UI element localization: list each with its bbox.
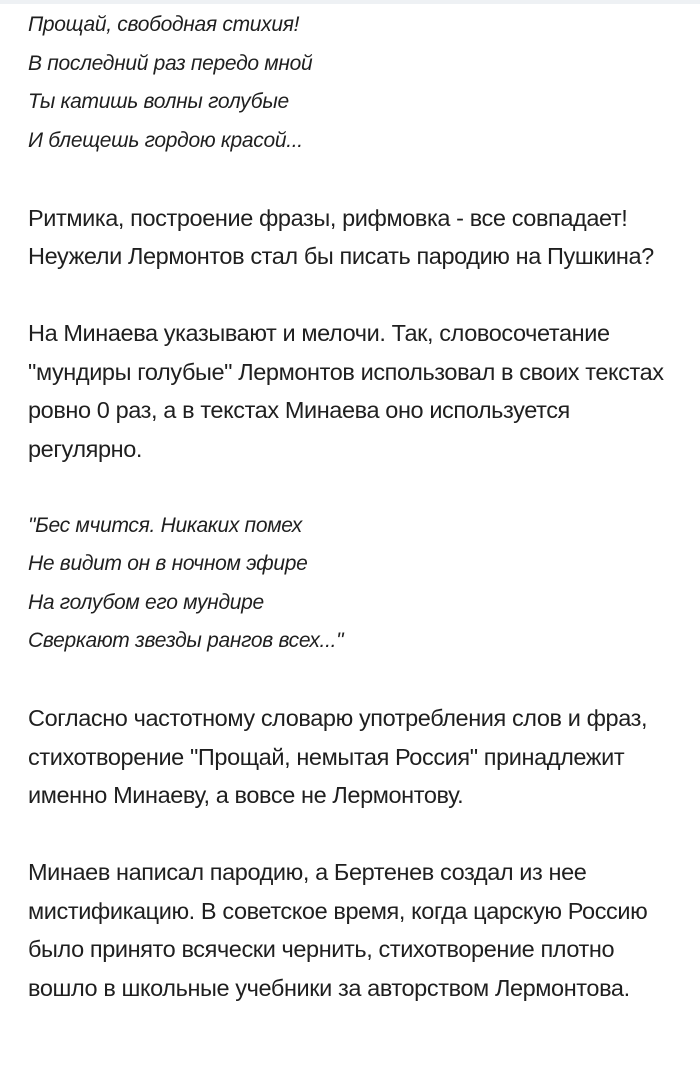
paragraph-details: На Минаева указывают и мелочи. Так, словосочетание "мундиры голубые" Лермонтов использовал в своих текстах ровно 0 раз, а в текстах Минаева оно используется регулярно. <box>28 320 664 462</box>
poem-quote-minaev <box>28 507 678 661</box>
poem-line: Ты катишь волны голубые <box>28 90 289 113</box>
spacer <box>28 276 678 315</box>
article-body <box>28 0 678 1007</box>
spacer <box>28 661 678 700</box>
poem-line: На голубом его мундире <box>28 590 264 614</box>
spacer <box>28 468 678 507</box>
poem-line: Не видит он в ночном эфире <box>28 552 308 575</box>
poem-line: Прощай, свободная стихия! <box>28 13 300 36</box>
poem-quote-pushkin <box>28 6 678 160</box>
paragraph-conclusion: Минаев написал пародию, а Бертенев создал из нее мистификацию. В советское время, когда царскую Россию было принято всячески чернить, стихотворение плотно вошло в школьные учебники за авторством Лермонтова. <box>28 859 648 1001</box>
poem-line: Сверкают звезды рангов всех..." <box>28 629 344 652</box>
paragraph-frequency-dictionary: Согласно частотному словарю употребления слов и фраз, стихотворение "Прощай, немытая Россия" принадлежит именно Минаеву, а вовсе не Лермонтову. <box>28 705 648 808</box>
poem-line: И блещешь гордою красой... <box>28 128 303 152</box>
paragraph-rhythm: Ритмика, построение фразы, рифмовка - все совпадает! Неужели Лермонтов стал бы писать пародию на Пушкина? <box>28 204 654 269</box>
poem-line: "Бес мчится. Никаких помех <box>28 513 302 537</box>
spacer <box>28 160 678 199</box>
poem-line: В последний раз передо мной <box>28 51 313 75</box>
spacer <box>28 815 678 854</box>
